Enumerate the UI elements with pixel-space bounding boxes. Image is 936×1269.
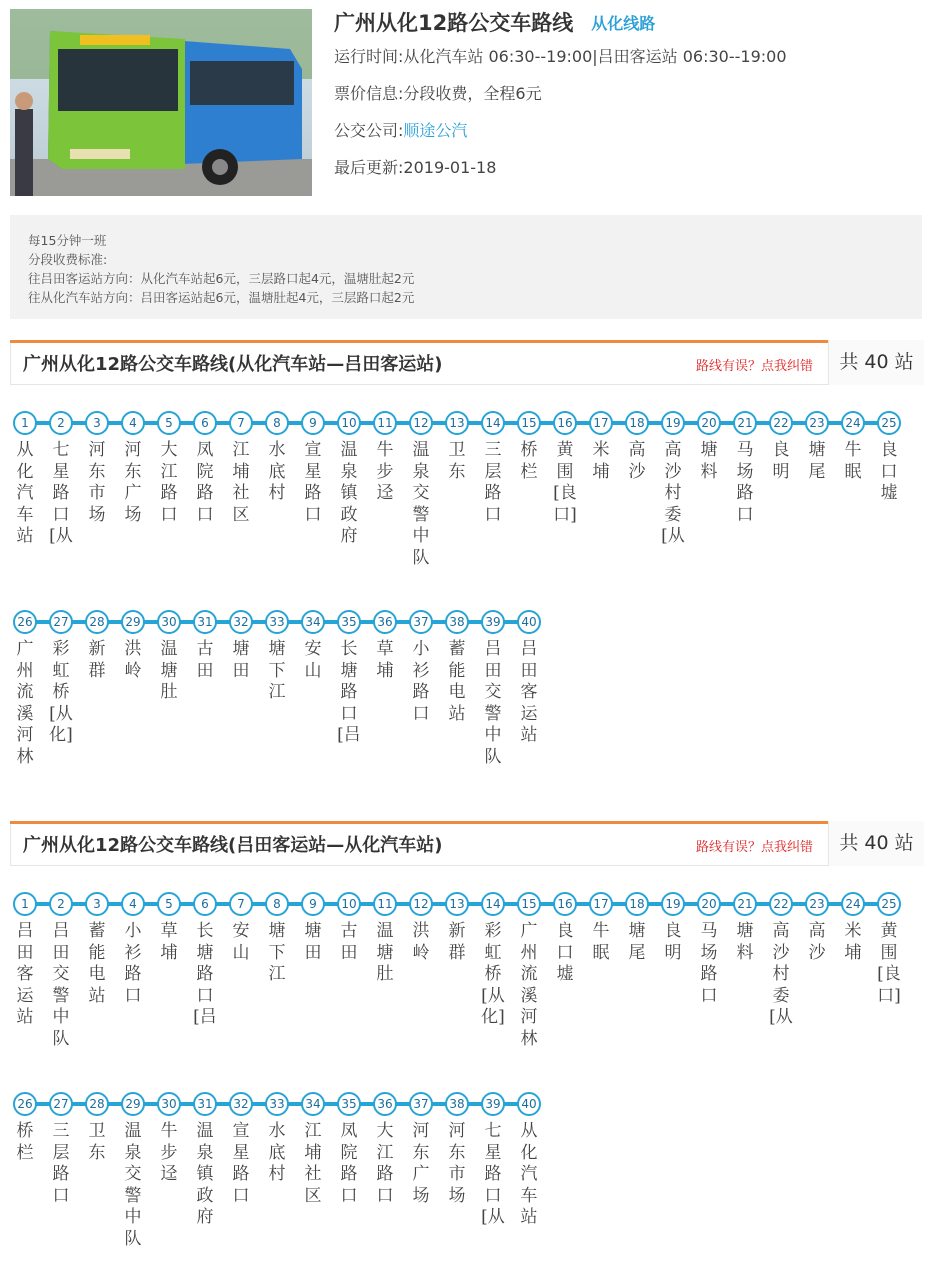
stop-item[interactable] — [373, 610, 397, 682]
stop-number: 1 — [13, 411, 37, 435]
stop-item[interactable] — [265, 610, 289, 704]
route-header-forward — [10, 340, 924, 385]
stop-item[interactable] — [13, 1092, 37, 1164]
stop-item[interactable] — [157, 610, 181, 704]
stop-item[interactable] — [445, 1092, 469, 1207]
stop-number: 19 — [661, 892, 685, 916]
stop-number: 22 — [769, 411, 793, 435]
stop-item[interactable] — [409, 1092, 433, 1207]
run-time: 运行时间:从化汽车站 06:30--19:00|吕田客运站 06:30--19:00 — [334, 47, 787, 66]
stop-number: 14 — [481, 411, 505, 435]
stop-item[interactable] — [193, 892, 217, 1029]
stop-item[interactable] — [121, 411, 145, 526]
stop-number: 27 — [49, 610, 73, 634]
stop-name: 牛眠 — [592, 921, 610, 963]
stop-name: 牛步迳 — [376, 440, 394, 503]
stop-number: 2 — [49, 892, 73, 916]
stop-name: 温塘肚 — [160, 639, 178, 702]
stop-name: 长塘路口[吕 — [337, 639, 361, 745]
stop-item[interactable] — [85, 1092, 109, 1164]
stop-number: 13 — [445, 892, 469, 916]
stop-number: 21 — [733, 892, 757, 916]
stop-name: 吕田交警中队 — [52, 921, 70, 1049]
stops-row — [13, 1092, 925, 1249]
stop-number: 34 — [301, 1092, 325, 1116]
stop-name: 凤院路口 — [196, 440, 214, 525]
stop-item[interactable] — [877, 411, 901, 505]
stop-item[interactable] — [229, 610, 253, 682]
stop-item[interactable] — [877, 892, 901, 1007]
stop-name: 吕田客运站 — [520, 639, 538, 745]
stop-number: 2 — [49, 411, 73, 435]
stop-item[interactable] — [481, 892, 505, 1029]
stop-item[interactable] — [841, 892, 865, 964]
stop-item[interactable] — [409, 411, 433, 569]
stop-item[interactable] — [265, 411, 289, 505]
stop-name: 温塘肚 — [376, 921, 394, 984]
stop-number: 25 — [877, 411, 901, 435]
stop-name: 高沙 — [808, 921, 826, 963]
header-accent-bar — [10, 821, 830, 824]
fare-info: 票价信息:分段收费，全程6元 — [334, 84, 542, 103]
stop-number: 17 — [589, 411, 613, 435]
stop-number: 23 — [805, 892, 829, 916]
stop-name: 七星路口[从 — [49, 440, 73, 546]
stop-name: 三层路口 — [484, 440, 502, 525]
report-error-link[interactable]: 路线有误？点我纠错 — [695, 359, 813, 374]
stop-number: 29 — [121, 610, 145, 634]
stop-number: 40 — [517, 610, 541, 634]
stop-name: 温泉镇政府 — [196, 1121, 214, 1227]
stop-name: 米埔 — [592, 440, 610, 482]
stop-name: 牛步迳 — [160, 1121, 178, 1184]
stop-name: 牛眠 — [844, 440, 862, 482]
stop-item[interactable] — [49, 1092, 73, 1207]
stop-name: 卫东 — [88, 1121, 106, 1163]
stop-name: 广州流溪河林 — [520, 921, 538, 1049]
stop-item[interactable] — [49, 892, 73, 1050]
stop-item[interactable] — [13, 892, 37, 1029]
stop-item[interactable] — [229, 892, 253, 964]
stop-number: 18 — [625, 892, 649, 916]
stop-name: 塘料 — [700, 440, 718, 482]
last-updated: 最后更新:2019-01-18 — [334, 158, 497, 177]
stop-number: 37 — [409, 1092, 433, 1116]
stop-name: 古田 — [340, 921, 358, 963]
stop-item[interactable] — [625, 892, 649, 964]
stop-name: 洪岭 — [124, 639, 142, 681]
stop-name: 河东市场 — [88, 440, 106, 525]
stop-name: 彩虹桥[从化] — [481, 921, 505, 1027]
stop-item[interactable] — [517, 411, 541, 483]
stop-name: 草埔 — [160, 921, 178, 963]
stop-number: 14 — [481, 892, 505, 916]
stop-name: 米埔 — [844, 921, 862, 963]
stop-name: 塘田 — [232, 639, 250, 681]
stop-item[interactable] — [49, 610, 73, 747]
stop-name: 江埔社区 — [232, 440, 250, 525]
stop-item[interactable] — [193, 1092, 217, 1229]
stop-name: 宣星路口 — [232, 1121, 250, 1206]
stop-number: 26 — [13, 610, 37, 634]
route-info — [334, 6, 924, 186]
stop-name: 七星路口[从 — [481, 1121, 505, 1227]
note-line: 分段收费标准: — [28, 252, 108, 267]
note-line: 往吕田客运站方向：从化汽车站起6元，三层路口起4元，温塘肚起2元 — [28, 271, 415, 286]
stop-item[interactable] — [481, 610, 505, 768]
stop-item[interactable] — [337, 411, 361, 548]
stop-number: 8 — [265, 892, 289, 916]
stop-number: 32 — [229, 1092, 253, 1116]
stop-number: 36 — [373, 610, 397, 634]
stop-name: 卫东 — [448, 440, 466, 482]
stop-item[interactable] — [589, 892, 613, 964]
stop-item[interactable] — [445, 892, 469, 964]
stop-name: 河东市场 — [448, 1121, 466, 1206]
stop-item[interactable] — [481, 1092, 505, 1229]
stop-name: 温泉交警中队 — [124, 1121, 142, 1249]
stop-number: 5 — [157, 411, 181, 435]
stops-row — [13, 411, 925, 568]
stop-number: 24 — [841, 892, 865, 916]
stop-name: 良口墟 — [880, 440, 898, 503]
stop-item[interactable] — [409, 610, 433, 725]
stop-number: 38 — [445, 1092, 469, 1116]
stop-number: 7 — [229, 411, 253, 435]
stop-name: 大江路口 — [376, 1121, 394, 1206]
stop-name: 高沙村委[从 — [769, 921, 793, 1027]
stop-item[interactable] — [373, 892, 397, 986]
stop-item[interactable] — [229, 1092, 253, 1207]
stop-name: 良口墟 — [556, 921, 574, 984]
stop-number: 31 — [193, 610, 217, 634]
stop-name: 水底村 — [268, 440, 286, 503]
stop-name: 塘尾 — [628, 921, 646, 963]
stop-number: 7 — [229, 892, 253, 916]
stop-number: 18 — [625, 411, 649, 435]
stop-item[interactable] — [301, 892, 325, 964]
stop-number: 30 — [157, 1092, 181, 1116]
stop-name: 良明 — [664, 921, 682, 963]
stop-name: 新群 — [448, 921, 466, 963]
stop-item[interactable] — [229, 411, 253, 526]
stop-number: 10 — [337, 892, 361, 916]
stop-name: 洪岭 — [412, 921, 430, 963]
stop-item[interactable] — [805, 892, 829, 964]
stop-name: 塘尾 — [808, 440, 826, 482]
stop-item[interactable] — [193, 411, 217, 526]
stop-item[interactable] — [49, 411, 73, 548]
stop-number: 32 — [229, 610, 253, 634]
note-line: 往从化汽车站方向：吕田客运站起6元，温塘肚起4元，三层路口起2元 — [28, 290, 415, 305]
report-error-link[interactable]: 路线有误？点我纠错 — [695, 840, 813, 855]
stop-item[interactable] — [841, 411, 865, 483]
stop-item[interactable] — [13, 411, 37, 548]
stop-number: 15 — [517, 411, 541, 435]
stop-name: 从化汽车站 — [16, 440, 34, 546]
bus-image — [10, 9, 312, 196]
page-title: 广州从化12路公交车路线 — [334, 11, 574, 35]
stop-name: 新群 — [88, 639, 106, 681]
stop-item[interactable] — [121, 1092, 145, 1250]
stop-number: 39 — [481, 1092, 505, 1116]
stop-number: 5 — [157, 892, 181, 916]
stop-item[interactable] — [517, 892, 541, 1050]
stop-number: 23 — [805, 411, 829, 435]
stop-number: 6 — [193, 892, 217, 916]
note-line: 每15分钟一班 — [28, 233, 107, 248]
stop-number: 37 — [409, 610, 433, 634]
stop-number: 35 — [337, 1092, 361, 1116]
stops-row — [13, 610, 925, 767]
stop-item[interactable] — [517, 610, 541, 747]
stop-number: 26 — [13, 1092, 37, 1116]
stop-name: 三层路口 — [52, 1121, 70, 1206]
stop-item[interactable] — [265, 1092, 289, 1186]
bus-company: 公交公司:顺途公汽 — [334, 121, 468, 140]
stop-name: 蓄能电站 — [448, 639, 466, 724]
stop-item[interactable] — [157, 892, 181, 964]
stop-item[interactable] — [805, 411, 829, 483]
stop-name: 温泉交警中队 — [412, 440, 430, 568]
stop-item[interactable] — [733, 892, 757, 964]
stop-item[interactable] — [661, 411, 685, 548]
stop-number: 38 — [445, 610, 469, 634]
stop-name: 小衫路口 — [124, 921, 142, 1006]
stop-item[interactable] — [733, 411, 757, 526]
stop-item[interactable] — [85, 892, 109, 1007]
stop-item[interactable] — [193, 610, 217, 682]
stop-number: 1 — [13, 892, 37, 916]
stop-name: 蓄能电站 — [88, 921, 106, 1006]
stop-item[interactable] — [517, 1092, 541, 1229]
stop-item[interactable] — [373, 1092, 397, 1207]
stop-name: 塘料 — [736, 921, 754, 963]
stop-number: 22 — [769, 892, 793, 916]
stop-number: 35 — [337, 610, 361, 634]
stop-number: 40 — [517, 1092, 541, 1116]
route-title: 广州从化12路公交车路线(从化汽车站—吕田客运站) — [23, 354, 443, 375]
stop-number: 12 — [409, 411, 433, 435]
stop-item[interactable] — [85, 610, 109, 682]
stop-name: 凤院路口 — [340, 1121, 358, 1206]
stop-name: 宣星路口 — [304, 440, 322, 525]
stop-number: 16 — [553, 411, 577, 435]
stop-item[interactable] — [265, 892, 289, 986]
stop-name: 从化汽车站 — [520, 1121, 538, 1227]
stop-number: 33 — [265, 610, 289, 634]
stop-number: 25 — [877, 892, 901, 916]
stop-name: 彩虹桥[从化] — [49, 639, 73, 745]
stop-number: 19 — [661, 411, 685, 435]
route-title: 广州从化12路公交车路线(吕田客运站—从化汽车站) — [23, 835, 443, 856]
stop-name: 桥栏 — [520, 440, 538, 482]
stop-number: 3 — [85, 892, 109, 916]
stop-name: 安山 — [232, 921, 250, 963]
stop-number: 20 — [697, 411, 721, 435]
stop-number: 31 — [193, 1092, 217, 1116]
stop-item[interactable] — [301, 610, 325, 682]
stop-number: 15 — [517, 892, 541, 916]
stop-item[interactable] — [121, 892, 145, 1007]
stop-item[interactable] — [697, 892, 721, 1007]
stop-number: 16 — [553, 892, 577, 916]
stop-item[interactable] — [553, 892, 577, 986]
stop-item[interactable] — [769, 411, 793, 483]
stop-item[interactable] — [553, 411, 577, 526]
stop-name: 安山 — [304, 639, 322, 681]
stop-name: 高沙 — [628, 440, 646, 482]
stop-item[interactable] — [337, 610, 361, 747]
stop-name: 桥栏 — [16, 1121, 34, 1163]
stop-number: 21 — [733, 411, 757, 435]
schedule-note — [10, 215, 922, 319]
stop-count: 共 40 站 — [828, 340, 924, 385]
stop-name: 江埔社区 — [304, 1121, 322, 1206]
stop-number: 27 — [49, 1092, 73, 1116]
stop-number: 36 — [373, 1092, 397, 1116]
stop-number: 3 — [85, 411, 109, 435]
stop-number: 29 — [121, 1092, 145, 1116]
stop-name: 古田 — [196, 639, 214, 681]
stop-item[interactable] — [769, 892, 793, 1029]
stop-name: 大江路口 — [160, 440, 178, 525]
stop-number: 17 — [589, 892, 613, 916]
stop-name: 塘下江 — [268, 921, 286, 984]
stop-count: 共 40 站 — [828, 821, 924, 866]
stops-row — [13, 892, 925, 1049]
stop-name: 温泉镇政府 — [340, 440, 358, 546]
stop-name: 水底村 — [268, 1121, 286, 1184]
stop-name: 马场路口 — [736, 440, 754, 525]
stop-number: 20 — [697, 892, 721, 916]
stop-name: 塘田 — [304, 921, 322, 963]
stop-name: 良明 — [772, 440, 790, 482]
stop-number: 28 — [85, 610, 109, 634]
stop-number: 10 — [337, 411, 361, 435]
stop-name: 长塘路口[吕 — [193, 921, 217, 1027]
stop-item[interactable] — [157, 1092, 181, 1186]
stop-number: 8 — [265, 411, 289, 435]
stop-name: 马场路口 — [700, 921, 718, 1006]
stop-item[interactable] — [13, 610, 37, 768]
stop-item[interactable] — [445, 610, 469, 725]
stop-number: 24 — [841, 411, 865, 435]
stop-number: 11 — [373, 892, 397, 916]
stop-number: 13 — [445, 411, 469, 435]
stop-item[interactable] — [697, 411, 721, 483]
stop-item[interactable] — [301, 1092, 325, 1207]
stop-item[interactable] — [85, 411, 109, 526]
stop-number: 30 — [157, 610, 181, 634]
stop-item[interactable] — [661, 892, 685, 964]
stop-item[interactable] — [445, 411, 469, 483]
stop-item[interactable] — [157, 411, 181, 526]
stop-name: 黄围[良口] — [553, 440, 577, 525]
stop-item[interactable] — [625, 411, 649, 483]
stop-item[interactable] — [121, 610, 145, 682]
stop-name: 河东广场 — [412, 1121, 430, 1206]
stop-name: 塘下江 — [268, 639, 286, 702]
stop-name: 小衫路口 — [412, 639, 430, 724]
stop-number: 4 — [121, 892, 145, 916]
stop-item[interactable] — [481, 411, 505, 526]
bus-photo — [10, 9, 312, 196]
stop-number: 9 — [301, 892, 325, 916]
stop-item[interactable] — [409, 892, 433, 964]
stop-name: 吕田客运站 — [16, 921, 34, 1027]
stop-number: 28 — [85, 1092, 109, 1116]
stop-name: 广州流溪河林 — [16, 639, 34, 767]
stop-number: 11 — [373, 411, 397, 435]
stop-item[interactable] — [337, 1092, 361, 1207]
stop-name: 黄围[良口] — [877, 921, 901, 1006]
stop-number: 9 — [301, 411, 325, 435]
stop-item[interactable] — [337, 892, 361, 964]
stop-name: 吕田交警中队 — [484, 639, 502, 767]
route-header-return — [10, 821, 924, 866]
stop-name: 河东广场 — [124, 440, 142, 525]
stop-number: 12 — [409, 892, 433, 916]
stop-item[interactable] — [589, 411, 613, 483]
stop-item[interactable] — [373, 411, 397, 505]
stop-name: 草埔 — [376, 639, 394, 681]
header-accent-bar — [10, 340, 830, 343]
stop-number: 6 — [193, 411, 217, 435]
stop-item[interactable] — [301, 411, 325, 526]
company-link[interactable]: 顺途公汽 — [403, 121, 468, 140]
stop-number: 34 — [301, 610, 325, 634]
line-category-link[interactable]: 从化线路 — [591, 13, 656, 33]
stop-name: 高沙村委[从 — [661, 440, 685, 546]
stop-number: 33 — [265, 1092, 289, 1116]
stop-number: 39 — [481, 610, 505, 634]
stop-number: 4 — [121, 411, 145, 435]
